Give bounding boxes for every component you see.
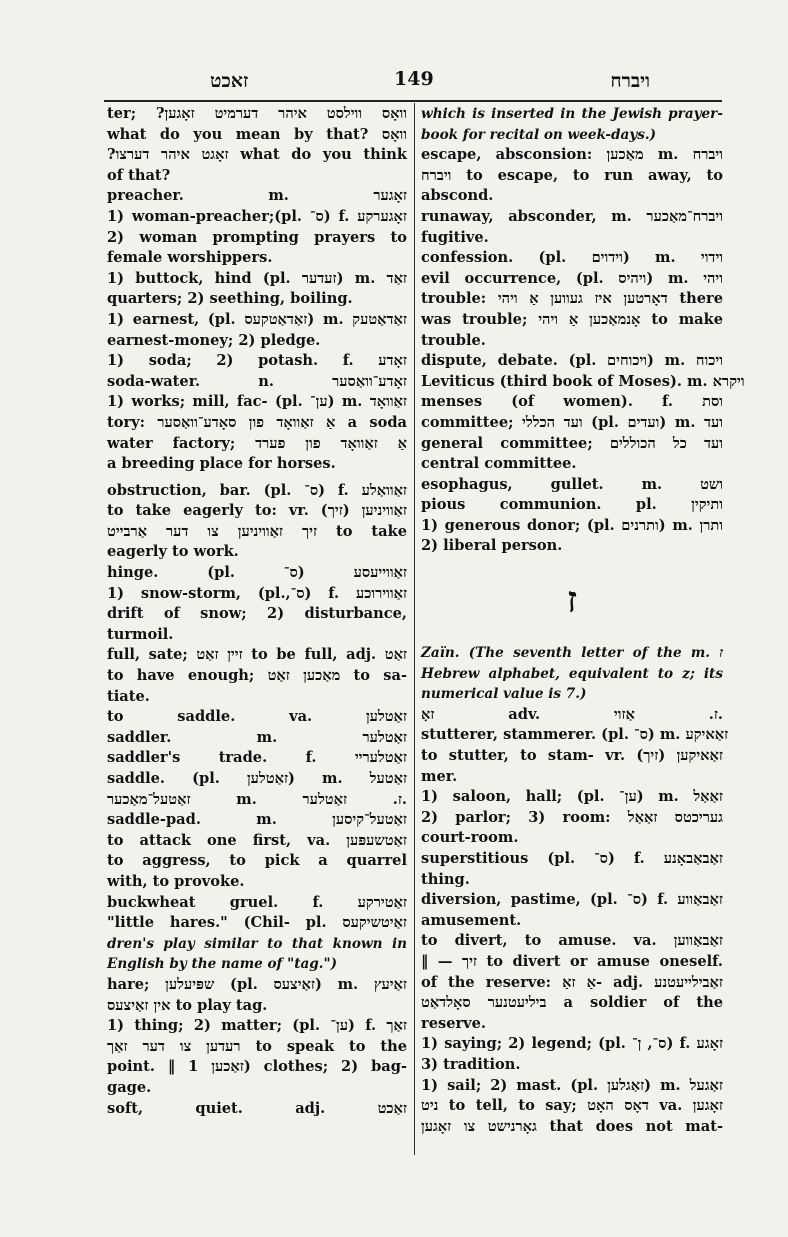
- dictionary-line: זאַטעל־מאַכער m. ז. זאַטלער.: [107, 790, 407, 808]
- dictionary-line: ויברח to escape, to run away, to: [421, 166, 723, 184]
- dictionary-line: 1) works; mill, fac- (pl. ען־) m. זאַוואָד: [107, 393, 407, 411]
- dictionary-line: Leviticus (third book of Moses). m. ויקרא: [421, 372, 745, 390]
- left-column: [107, 104, 407, 1119]
- dictionary-line: menses (of women). f. וסת: [421, 393, 723, 411]
- dictionary-line: 1) thing; 2) matter; (pl. ען־) f. זאַך: [107, 1017, 407, 1035]
- dictionary-line: trouble.: [421, 331, 486, 349]
- dictionary-line: gage.: [107, 1078, 152, 1096]
- dictionary-line: central committee.: [421, 455, 577, 473]
- dictionary-line: 1) earnest, (pl. זאַדאַטקעס) m. זאַדאַטעק: [107, 310, 407, 328]
- dictionary-line: abscond.: [421, 187, 494, 205]
- dictionary-line: court-room.: [421, 829, 519, 847]
- dictionary-line: dispute, debate. (pl. ויכוחים) m. ויכוח: [421, 352, 723, 370]
- running-header: [100, 68, 720, 102]
- dictionary-line: 1) buttock, hind (pl. זעדער) m. זאַד: [107, 269, 408, 287]
- right-column: [421, 104, 745, 1137]
- dictionary-line: confession. (pl. וידוים) m. וידוי: [421, 249, 724, 267]
- dictionary-line: to saddle. va. זאַטלען: [107, 708, 407, 726]
- dictionary-line: 3) tradition.: [421, 1055, 521, 1073]
- dictionary-line: saddler. m. זאַטלער: [107, 728, 407, 746]
- dictionary-line: turmoil.: [107, 625, 174, 643]
- dictionary-line: stutterer, stammerer. (pl. ס־) m. זאַאיקע: [421, 726, 729, 744]
- dictionary-line: to aggress, to pick a quarrel: [107, 852, 407, 870]
- dictionary-line: Zaïn. (The seventh letter of the m. ז: [421, 645, 723, 662]
- dictionary-line: mer.: [421, 767, 458, 785]
- dictionary-line: to stutter, to stam- vr. (זיך) זאַאיקען: [421, 747, 723, 765]
- dictionary-line: buckwheat gruel. f. זאַטירקע: [107, 893, 407, 911]
- header-rule: [104, 100, 722, 102]
- dictionary-line: numerical value is 7.): [421, 686, 587, 703]
- dictionary-line: a breeding place for horses.: [107, 455, 336, 473]
- dictionary-line: to divert, to amuse. va. זאַבאַווען: [421, 932, 723, 950]
- page-number: 149: [394, 68, 434, 90]
- dictionary-line: diversion, pastime, (pl. ס־) f. זאַבאַווע: [421, 891, 723, 909]
- dictionary-line: 1) saying; 2) legend; (pl. ס־, ן־) f. זאָגע: [421, 1035, 724, 1053]
- dictionary-line: 2) parlor; 3) room: געריכטס זאַאַל: [421, 808, 723, 826]
- dictionary-line: earnest-money; 2) pledge.: [107, 331, 321, 349]
- dictionary-line: ‖ — זיך to divert or amuse oneself.: [421, 952, 723, 970]
- dictionary-line: what do you mean by that? וואָס: [107, 125, 407, 143]
- dictionary-line: saddle. (pl. זאַטלען) m. זאַטעל: [107, 770, 408, 787]
- dictionary-line: point. ‖ זאַכען 1) clothes; 2) bag-: [107, 1058, 407, 1076]
- dictionary-line: Hebrew alphabet, equivalent to z; its: [421, 665, 723, 682]
- dictionary-line: hinge. (pl. ס־) זאַווייעסע: [107, 564, 407, 582]
- dictionary-line: 1) soda; 2) potash. f. זאָדע: [107, 352, 407, 370]
- dictionary-line: drift of snow; 2) disturbance,: [107, 605, 407, 623]
- dictionary-line: saddle-pad. m. זאַטעל־קיסען: [107, 811, 407, 829]
- dictionary-line: water factory; אַ זאַוואָד פון פערד: [107, 434, 408, 452]
- dictionary-line: superstitious (pl. ס־) f. זאַבאַבאָנע: [421, 850, 723, 867]
- dictionary-line: soda-water. n. זאָדע־וואַסער: [107, 372, 407, 390]
- dictionary-line: זיך זאַוויניען צו דער אַרבייט to take: [107, 522, 408, 540]
- dictionary-line: escape, absconsion: מאַכען m. ויברח: [421, 146, 723, 164]
- dictionary-line: preacher. m. זאָגער: [107, 187, 407, 205]
- dictionary-line: pious communion. pl. ותיקין: [421, 496, 723, 514]
- dictionary-line: 1) woman-preacher;(pl. ס־) f. זאָגערקע: [107, 207, 407, 225]
- dictionary-line: saddler's trade. f. זאַטלעריי: [107, 749, 407, 767]
- dictionary-line: אין זאַיצעס to play tag.: [107, 996, 268, 1014]
- dictionary-line: was trouble; אָנמאַכען אַ ויהי to make: [421, 310, 724, 328]
- dictionary-line: "little hares." (Chil- pl. זאַיטשיקעס: [107, 914, 407, 932]
- column-divider: [414, 103, 415, 1155]
- dictionary-line: quarters; 2) seething, boiling.: [107, 290, 353, 308]
- dictionary-line: גאָרנישט צו זאָגען that does not mat-: [421, 1117, 723, 1135]
- dictionary-line: 2) woman prompting prayers to: [107, 228, 407, 246]
- dictionary-line: thing.: [421, 870, 470, 888]
- dictionary-line: dren's play similar to that known in: [107, 935, 407, 952]
- header-left-word: זאכט: [210, 70, 249, 92]
- dictionary-line: tiate.: [107, 687, 150, 705]
- dictionary-line: English by the name of "tag."): [107, 956, 338, 973]
- dictionary-line: soft, quiet. adj. זאַכט: [107, 1099, 407, 1117]
- section-letter-heading: ז: [566, 579, 578, 622]
- dictionary-line: amusement.: [421, 911, 522, 929]
- dictionary-line: runaway, absconder, m. ויברח־מאַכער: [421, 207, 723, 225]
- dictionary-line: of that?: [107, 166, 171, 184]
- dictionary-line: evil occurrence, (pl. ויהיס) m. ויהי: [421, 269, 723, 287]
- dictionary-line: 1) snow-storm, (pl.,ס־) f. זאַווירוכע: [107, 584, 408, 602]
- dictionary-line: of the reserve: אַ זאַ- adj. זאַבילייעטנע: [421, 973, 723, 991]
- dictionary-line: רעדען צו דער זאַך to speak to the: [107, 1037, 407, 1055]
- dictionary-line: committee; ועד הכללי (pl. ועדים) m. ועד: [421, 413, 723, 431]
- dictionary-line: 2) liberal person.: [421, 537, 563, 555]
- dictionary-line: obstruction, bar. (pl. ס־) f. זאַוואַלע: [107, 481, 408, 499]
- dictionary-line: which is inserted in the Jewish prayer-: [421, 106, 723, 122]
- dictionary-line: female worshippers.: [107, 249, 273, 267]
- dictionary-line: general committee; ועד כל הכוללים: [421, 434, 723, 452]
- dictionary-line: זאָ adv. ז. אַזוי.: [421, 705, 723, 723]
- dictionary-line: to attack one first, va. זאַטשעפּען: [107, 831, 407, 849]
- dictionary-line: fugitive.: [421, 228, 489, 246]
- dictionary-line: full, sate; זיין זאַט to be full, adj. זאַט: [107, 646, 408, 664]
- dictionary-line: reserve.: [421, 1014, 487, 1032]
- dictionary-line: 1) sail; 2) mast. (pl. זאַגלען) m. זאַגעל: [421, 1076, 723, 1094]
- dictionary-line: tory: אַ זאַוואָד פון סאָדע־וואַסער a soda: [107, 413, 407, 431]
- dictionary-line: hare; שפּיעלען (pl. זאַיצעס) m. זאַיעץ: [107, 975, 407, 993]
- dictionary-line: eagerly to work.: [107, 543, 239, 561]
- dictionary-line: to have enough; מאַכען זאַט to sa-: [107, 667, 408, 685]
- dictionary-line: to take eagerly to: vr. (זיך) זאַוויניען: [107, 502, 407, 520]
- dictionary-line: esophagus, gullet. m. ושט: [421, 475, 723, 493]
- header-right-word: ויברח: [610, 70, 650, 92]
- dictionary-line: with, to provoke.: [107, 872, 245, 890]
- dictionary-line: 1) generous donor; (pl. ותרנים) m. ותרן: [421, 516, 723, 534]
- dictionary-line: ניט to tell, to say; דאָס האָט va. זאָגען: [421, 1097, 723, 1115]
- dictionary-line: ter; ?וואָס ווילסט איהר דערמיט זאָגען: [107, 105, 407, 122]
- dictionary-line: 1) saloon, hall; (pl. ען־) m. זאַאַל: [421, 788, 723, 806]
- dictionary-line: ביליעטנער סאָלדאַט a soldier of the: [421, 994, 723, 1012]
- dictionary-line: ?זאָגט איהר דערצו what do you think: [107, 146, 407, 164]
- dictionary-line: trouble: דאָרטען איז געווען אַ ויהי there: [421, 290, 723, 308]
- dictionary-line: book for recital on week-days.): [421, 126, 657, 143]
